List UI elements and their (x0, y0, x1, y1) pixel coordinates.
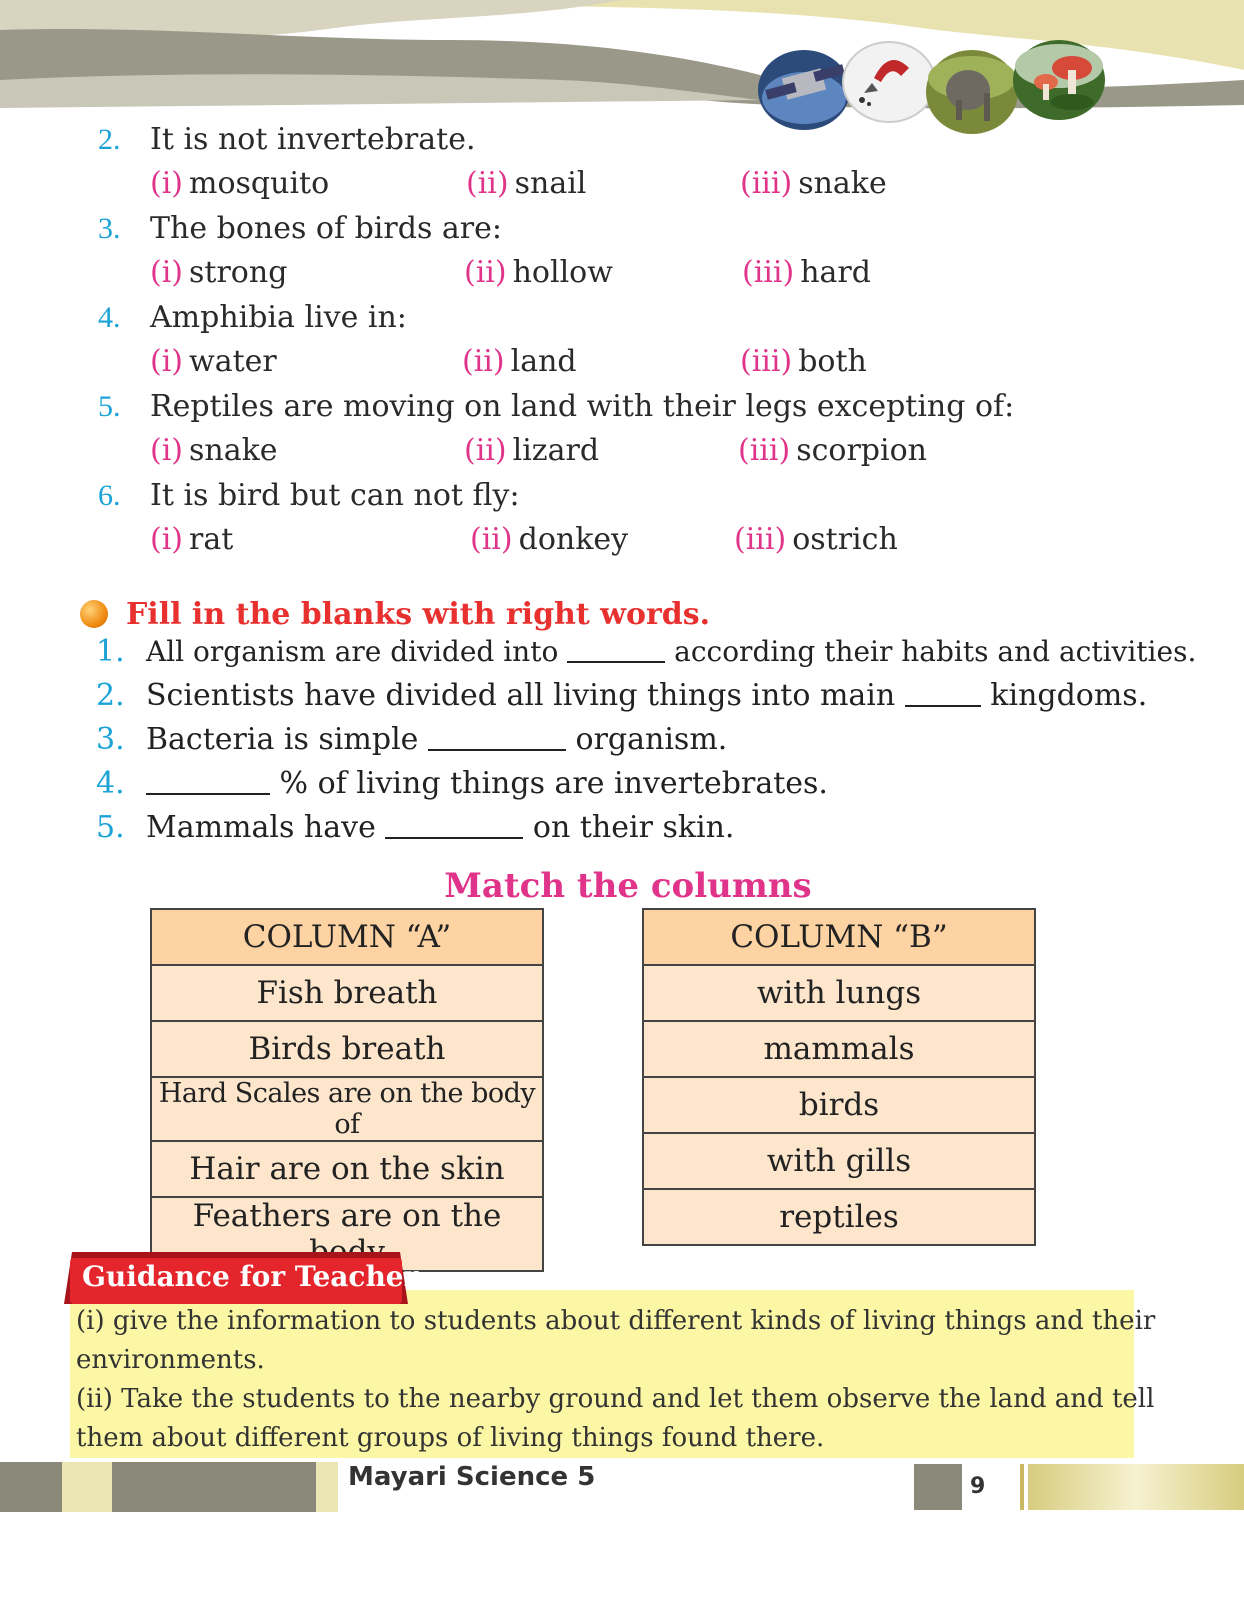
question-text: It is bird but can not fly: (150, 478, 520, 513)
question-number: 5. (98, 390, 121, 423)
guidance-line: (i) give the information to students about different kinds of living things and their (76, 1306, 1156, 1336)
fill-text-after: kingdoms. (990, 678, 1148, 713)
page-number: 9 (970, 1474, 986, 1499)
option: (ii) hollow (464, 255, 613, 290)
option: (ii) snail (466, 166, 587, 201)
column-a-cell: Hair are on the skin (151, 1141, 543, 1197)
guidance-label: Guidance for Teacher (82, 1260, 419, 1293)
fill-item (96, 630, 1197, 674)
question-number: 2. (98, 123, 121, 156)
fill-blanks-heading (80, 594, 710, 634)
option: (iii) hard (742, 255, 871, 290)
question-text: Reptiles are moving on land with their legs excepting of: (150, 389, 1015, 424)
satellite-image (758, 50, 850, 130)
bullet-ball-icon (80, 600, 108, 628)
option: (i) strong (150, 255, 288, 290)
option: (iii) scorpion (738, 433, 927, 468)
fill-item (96, 674, 1148, 718)
option: (iii) snake (740, 166, 887, 201)
fill-text-before: All organism are divided into (146, 635, 559, 668)
option: (ii) land (462, 344, 577, 379)
option: (i) rat (150, 522, 234, 557)
column-b-cell: mammals (643, 1021, 1035, 1077)
column-b-cell: birds (643, 1077, 1035, 1133)
footer-band (0, 1462, 1244, 1517)
fill-text-after: according their habits and activities. (674, 635, 1197, 668)
fill-item (96, 806, 735, 850)
option: (i) mosquito (150, 166, 330, 201)
fill-item (96, 762, 828, 806)
column-a-cell: Birds breath (151, 1021, 543, 1077)
column-b-cell: reptiles (643, 1189, 1035, 1245)
option: (i) snake (150, 433, 278, 468)
blank-line (385, 809, 523, 839)
option: (ii) donkey (470, 522, 629, 557)
fill-item (96, 718, 728, 762)
option: (iii) ostrich (734, 522, 898, 557)
column-a-table (150, 908, 544, 1272)
column-a-cell: Feathers are on the (151, 1197, 543, 1271)
header-image-strip (754, 38, 1134, 138)
blank-line (905, 677, 981, 707)
fill-text-before: Scientists have divided all living things into main (146, 678, 896, 713)
option: (iii) both (740, 344, 867, 379)
question-number: 4. (98, 301, 121, 334)
column-a-cell: Fish breath (151, 965, 543, 1021)
guidance-line: them about different groups of living things found there. (76, 1423, 825, 1453)
guidance-line: (ii) Take the students to the nearby ground and let them observe the land and tell (76, 1384, 1155, 1414)
guidance-line: environments. (76, 1345, 265, 1375)
magnet-image (843, 42, 935, 122)
column-b-table (642, 908, 1036, 1246)
option: (ii) lizard (464, 433, 600, 468)
fill-blanks-title: Fill in the blanks with right words. (126, 596, 711, 632)
blank-line (146, 765, 270, 795)
question-text: Amphibia live in: (150, 300, 407, 335)
fill-number: 2. (96, 678, 125, 713)
question-number: 6. (98, 479, 121, 512)
column-a-cell: Hard Scales are on the body of (151, 1077, 543, 1141)
option: (i) water (150, 344, 277, 379)
fill-text-after: % of living things are invertebrates. (279, 766, 828, 801)
footer-book-title: Mayari Science 5 (348, 1462, 596, 1492)
question-text: It is not invertebrate. (150, 122, 476, 157)
fill-text-after: organism. (575, 722, 728, 757)
match-title: Match the columns (444, 866, 812, 906)
question-text: The bones of birds are: (150, 211, 502, 246)
fill-text-before: Bacteria is simple (146, 722, 419, 757)
fill-number: 1. (96, 634, 125, 669)
fill-number: 3. (96, 722, 125, 757)
column-b-header: COLUMN “B” (643, 909, 1035, 965)
blank-line (567, 633, 665, 663)
column-b-cell: with gills (643, 1133, 1035, 1189)
fill-text-before: Mammals have (146, 810, 376, 845)
elephant-image (926, 50, 1018, 134)
question-number: 3. (98, 212, 121, 245)
mushroom-image (1013, 40, 1105, 120)
blank-line (428, 721, 566, 751)
fill-text-after: on their skin. (532, 810, 735, 845)
column-b-cell: with lungs (643, 965, 1035, 1021)
column-a-header: COLUMN “A” (151, 909, 543, 965)
fill-number: 4. (96, 766, 125, 801)
fill-number: 5. (96, 810, 125, 845)
